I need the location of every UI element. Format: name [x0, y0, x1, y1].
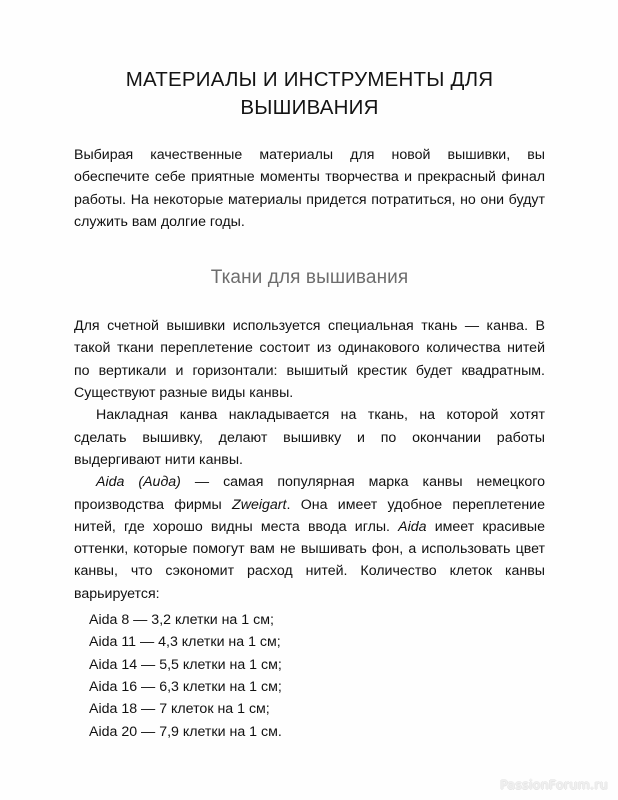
list-item: Aida 14 — 5,5 клетки на 1 см; — [89, 656, 282, 673]
list-item: Aida 8 — 3,2 клетки на 1 см; — [89, 612, 274, 629]
aida-sizes-list — [74, 605, 545, 743]
overlay-canvas-paragraph: Накладная канва накладывается на ткань, на которой хотят сделать вышивку, делают вышивку и по окончании работы выдергивают нити канвы. — [74, 407, 545, 468]
page-content — [74, 0, 545, 743]
aida-term: Aida (Аида) — [96, 474, 181, 491]
aida-text-part-3: имеет красивые оттенки, которые помогут вам не вышивать фон, а использовать цвет канвы, что сэкономит расход нитей. Количество клеток канвы варьируется: — [74, 518, 545, 602]
watermark: PassionForum.ru — [500, 777, 608, 792]
aida-text-part-2: . Она имеет удобное переплетение нитей, где хорошо видны места ввода иглы. — [74, 496, 546, 535]
list-item: Aida 18 — 7 клеток на 1 см; — [89, 701, 270, 718]
aida-brand-mention: Aida — [398, 518, 427, 535]
zweigart-brand: Zweigart — [232, 496, 287, 513]
list-item: Aida 20 — 7,9 клетки на 1 см. — [89, 723, 282, 740]
aida-text-part-1: — самая популярная марка канвы немецкого производства фирмы — [74, 474, 546, 513]
intro-paragraph: Выбирая качественные материалы для новой вышивки, вы обеспечите себе приятные моменты творчества и прекрасный финал работы. На некоторые материалы придется потратиться, но они будут служить вам долгие годы. — [74, 147, 545, 230]
section-heading-fabrics: Ткани для вышивания — [210, 267, 409, 289]
list-item: Aida 16 — 6,3 клетки на 1 см; — [89, 678, 282, 695]
page-title: МАТЕРИАЛЫ И ИНСТРУМЕНТЫ ДЛЯ ВЫШИВАНИЯ — [125, 68, 494, 119]
list-item: Aida 11 — 4,3 клетки на 1 см; — [89, 634, 281, 651]
aida-paragraph — [74, 471, 545, 605]
canvas-definition-paragraph: Для счетной вышивки используется специальная ткань — канва. В такой ткани переплетение состоит из одинакового количества нитей по вертикали и горизонтали: вышитый крестик будет квадратным. Существуют разные виды канвы. — [74, 318, 545, 402]
